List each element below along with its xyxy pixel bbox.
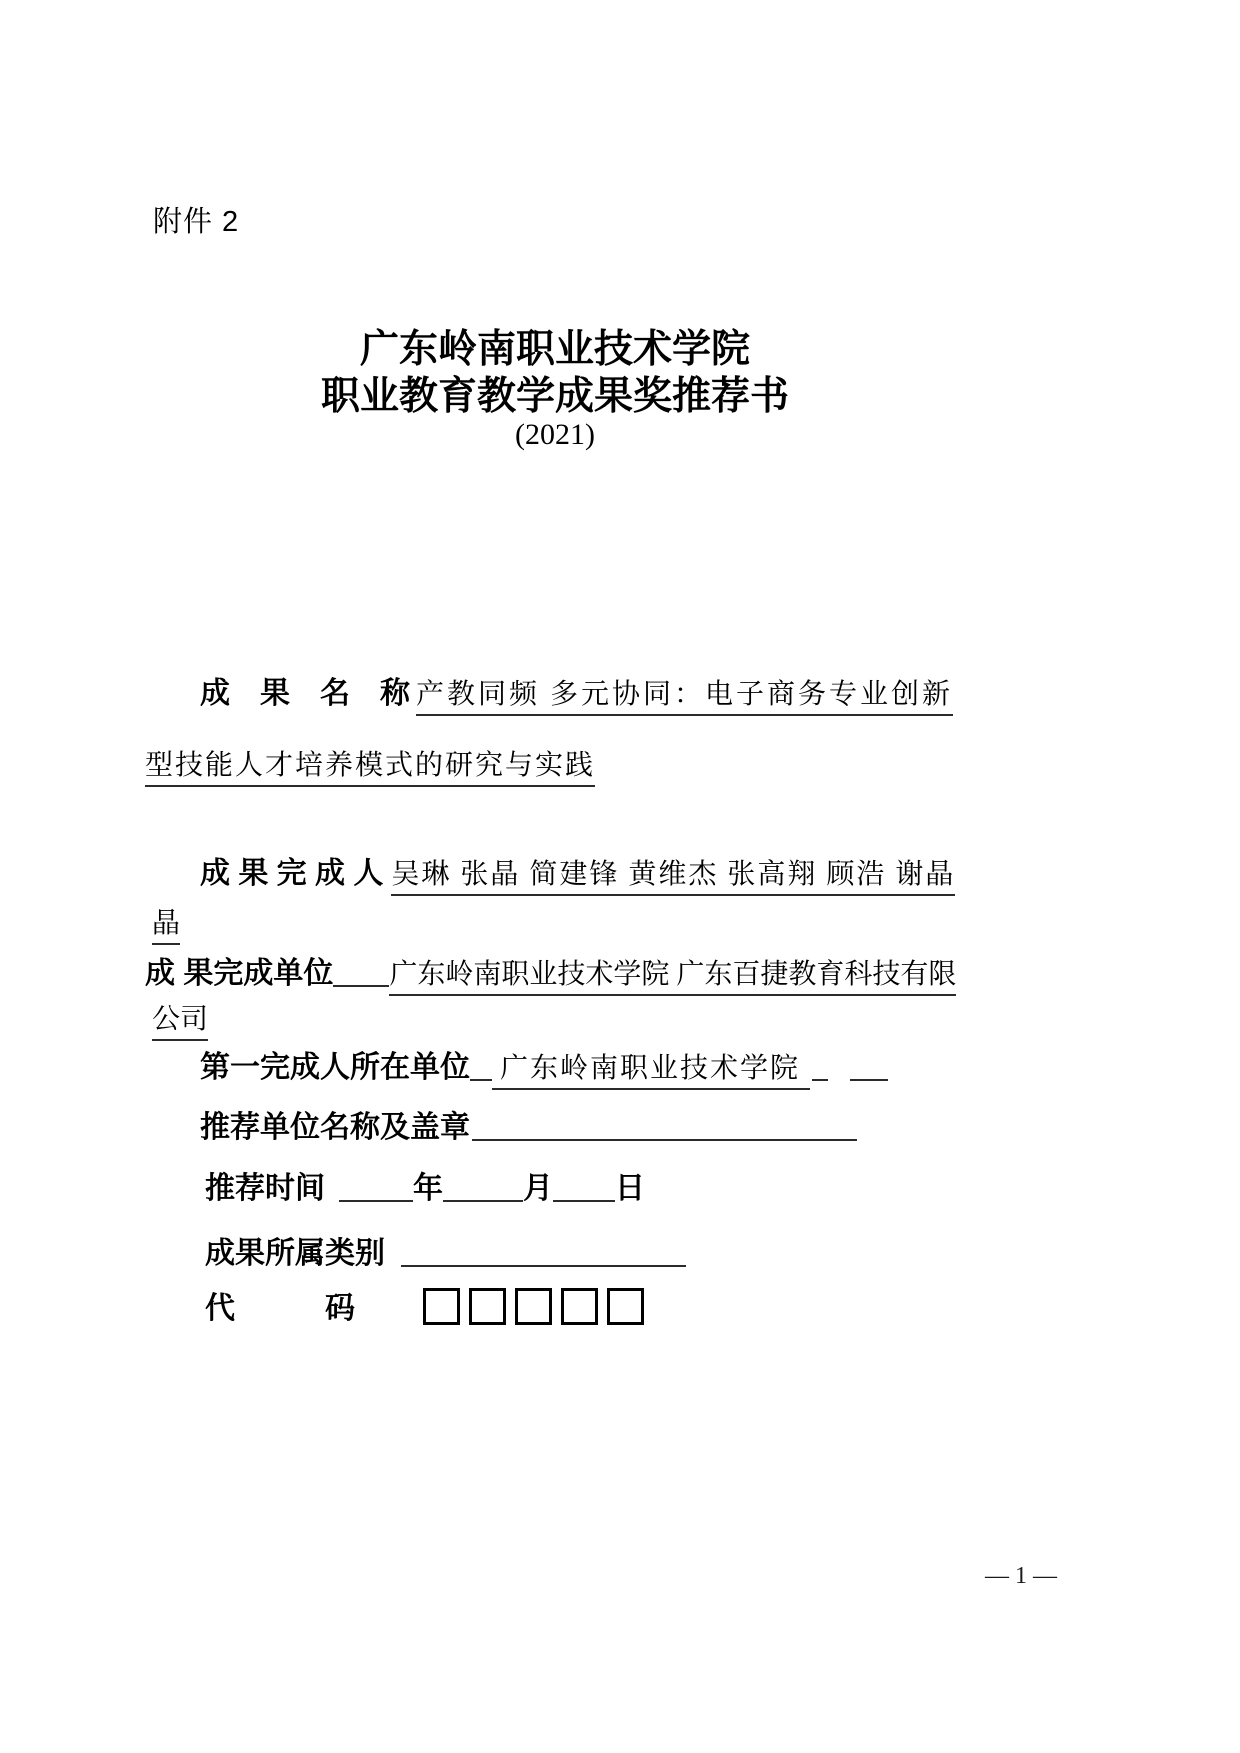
first-unit-label: 第一完成人所在单位 (200, 1051, 470, 1084)
doc-year: (2021) (515, 418, 595, 451)
blank-underline (812, 1065, 828, 1081)
blank-underline (339, 1186, 413, 1202)
page-number: — 1 — (985, 1563, 1057, 1589)
field-completers-cont (152, 901, 180, 941)
blank-underline (850, 1065, 888, 1081)
date-month-unit: 月 (523, 1172, 553, 1205)
blank-underline (443, 1186, 523, 1202)
code-label: 代 码 (205, 1292, 355, 1325)
completers-value-line1: 吴琳 张晶 简建锋 黄维杰 张高翔 顾浩 谢晶 (391, 859, 955, 896)
field-first-unit (200, 1042, 888, 1086)
blank-underline (472, 1125, 857, 1141)
field-date (205, 1163, 645, 1207)
blank-underline (401, 1251, 686, 1267)
date-year-unit: 年 (413, 1172, 443, 1205)
code-box (607, 1288, 644, 1325)
doc-title-line2: 职业教育教学成果奖推荐书 (320, 375, 789, 418)
completers-value-line2: 晶 (152, 908, 180, 945)
code-boxes (423, 1305, 653, 1322)
completers-label: 成 果 完 成 人 (200, 857, 384, 890)
attachment-label: 附件 2 (153, 206, 240, 238)
category-label: 成果所属类别 (205, 1237, 385, 1270)
field-units (145, 948, 956, 992)
date-day-unit: 日 (615, 1172, 645, 1205)
code-box (469, 1288, 506, 1325)
code-box (515, 1288, 552, 1325)
field-code (205, 1283, 653, 1327)
units-value-line1: 广东岭南职业技术学院 广东百捷教育科技有限 (389, 959, 956, 996)
blank-underline (553, 1186, 615, 1202)
field-achievement-name (200, 668, 953, 712)
field-category (205, 1228, 686, 1272)
date-label: 推荐时间 (205, 1172, 325, 1205)
field-completers (200, 848, 955, 892)
doc-title-line1: 广东岭南职业技术学院 (359, 328, 750, 371)
achievement-name-value-line1: 产教同频 多元协同：电子商务专业创新 (416, 679, 953, 716)
achievement-name-value-line2: 型技能人才培养模式的研究与实践 (145, 750, 595, 787)
field-recommender (200, 1102, 857, 1146)
code-box (561, 1288, 598, 1325)
achievement-name-label: 成 果 名 称 (200, 677, 410, 710)
field-achievement-name-cont (145, 743, 595, 783)
units-value-line2: 公司 (152, 1004, 208, 1041)
first-unit-value: 广东岭南职业技术学院 (492, 1053, 810, 1090)
blank-underline (470, 1065, 492, 1081)
units-label: 成 果完成单位 (145, 957, 334, 990)
field-units-cont (152, 997, 208, 1037)
recommender-label: 推荐单位名称及盖章 (200, 1111, 470, 1144)
blank-underline (333, 971, 389, 987)
code-box (423, 1288, 460, 1325)
